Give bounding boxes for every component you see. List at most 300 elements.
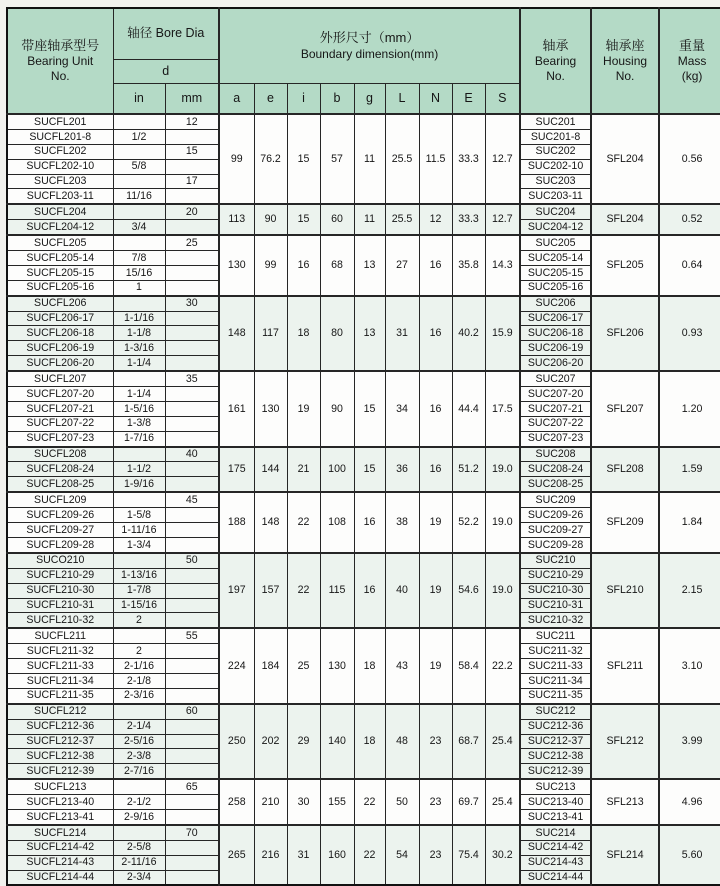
- bore-mm-cell: [165, 795, 219, 810]
- header-dim-i: i: [287, 84, 320, 115]
- dim-b-cell: 60: [320, 204, 354, 235]
- bore-in-cell: 2-1/4: [113, 719, 165, 734]
- dim-E-cell: 58.4: [452, 628, 485, 703]
- housing-no-cell: SFL213: [591, 779, 659, 825]
- bearing-no-cell: SUC208-25: [520, 477, 591, 492]
- bearing-no-cell: SUC213-41: [520, 809, 591, 824]
- dim-i-cell: 22: [287, 553, 320, 628]
- table-row: [7, 296, 720, 311]
- bearing-no-cell: SUC209-26: [520, 508, 591, 523]
- dim-S-cell: 15.9: [485, 296, 520, 371]
- unit-no-cell: SUCFL213: [7, 779, 113, 794]
- header-mass: [659, 8, 720, 114]
- bore-in-cell: 3/4: [113, 220, 165, 235]
- unit-no-cell: SUCFL212-39: [7, 764, 113, 779]
- dim-b-cell: 90: [320, 371, 354, 446]
- dim-E-cell: 52.2: [452, 492, 485, 553]
- dim-N-cell: 23: [419, 779, 452, 825]
- dim-b-cell: 130: [320, 628, 354, 703]
- dim-N-cell: 16: [419, 447, 452, 493]
- dim-b-cell: 108: [320, 492, 354, 553]
- bore-mm-cell: [165, 644, 219, 659]
- dim-i-cell: 15: [287, 114, 320, 204]
- bearing-no-cell: SUC211-34: [520, 673, 591, 688]
- mass-cell: 0.93: [659, 296, 720, 371]
- bore-in-cell: 1-1/2: [113, 462, 165, 477]
- dim-E-cell: 33.3: [452, 204, 485, 235]
- bore-mm-cell: [165, 356, 219, 371]
- header-mm: mm: [165, 84, 219, 115]
- bore-in-cell: [113, 553, 165, 568]
- dim-i-cell: 19: [287, 371, 320, 446]
- bore-in-cell: [113, 144, 165, 159]
- dim-L-cell: 27: [385, 235, 419, 296]
- unit-no-cell: SUCFL205: [7, 235, 113, 250]
- unit-no-cell: SUCFL207-20: [7, 387, 113, 402]
- mass-cell: 2.15: [659, 553, 720, 628]
- bore-mm-cell: [165, 840, 219, 855]
- unit-no-cell: SUCFL211-33: [7, 659, 113, 674]
- dim-L-cell: 43: [385, 628, 419, 703]
- bearing-no-cell: SUC206-19: [520, 341, 591, 356]
- bore-in-cell: 1-3/8: [113, 416, 165, 431]
- bearing-no-cell: SUC210-29: [520, 568, 591, 583]
- dim-i-cell: 15: [287, 204, 320, 235]
- bore-mm-cell: [165, 387, 219, 402]
- header-dim-g: g: [354, 84, 385, 115]
- bore-mm-cell: [165, 326, 219, 341]
- bore-mm-cell: [165, 749, 219, 764]
- bore-in-cell: 1-1/8: [113, 326, 165, 341]
- dim-a-cell: 161: [219, 371, 254, 446]
- dim-i-cell: 21: [287, 447, 320, 493]
- bore-in-cell: 1-15/16: [113, 598, 165, 613]
- bore-in-cell: [113, 371, 165, 386]
- bearing-no-cell: SUC205-16: [520, 280, 591, 295]
- housing-no-cell: SFL210: [591, 553, 659, 628]
- mass-cell: 0.56: [659, 114, 720, 204]
- bearing-no-cell: SUC201-8: [520, 129, 591, 144]
- bearing-no-cell: SUC206-18: [520, 326, 591, 341]
- bore-mm-cell: 45: [165, 492, 219, 507]
- unit-no-cell: SUCFL209: [7, 492, 113, 507]
- bearing-no-cell: SUC208-24: [520, 462, 591, 477]
- dim-S-cell: 19.0: [485, 553, 520, 628]
- bearing-no-cell: SUC212-39: [520, 764, 591, 779]
- unit-no-cell: SUCFL208: [7, 447, 113, 462]
- bearing-no-cell: SUC210-31: [520, 598, 591, 613]
- dim-e-cell: 210: [254, 779, 287, 825]
- bore-in-cell: 2-11/16: [113, 855, 165, 870]
- dim-E-cell: 35.8: [452, 235, 485, 296]
- dim-S-cell: 19.0: [485, 447, 520, 493]
- bearing-no-cell: SUC212-37: [520, 734, 591, 749]
- housing-no-cell: SFL207: [591, 371, 659, 446]
- bearing-spec-table: [6, 7, 720, 886]
- table-row: [7, 779, 720, 794]
- bearing-no-cell: SUC210: [520, 553, 591, 568]
- dim-g-cell: 16: [354, 492, 385, 553]
- dim-a-cell: 175: [219, 447, 254, 493]
- dim-g-cell: 18: [354, 628, 385, 703]
- unit-no-cell: SUCFL213-41: [7, 809, 113, 824]
- dim-L-cell: 25.5: [385, 204, 419, 235]
- header-d: d: [113, 60, 219, 84]
- mass-cell: 1.84: [659, 492, 720, 553]
- housing-no-cell: SFL214: [591, 825, 659, 886]
- dim-e-cell: 216: [254, 825, 287, 886]
- dim-L-cell: 31: [385, 296, 419, 371]
- bore-in-cell: 1-5/16: [113, 401, 165, 416]
- dim-e-cell: 148: [254, 492, 287, 553]
- bore-in-cell: 1: [113, 280, 165, 295]
- bore-in-cell: 1-1/16: [113, 311, 165, 326]
- dim-a-cell: 130: [219, 235, 254, 296]
- dim-g-cell: 11: [354, 204, 385, 235]
- bore-in-cell: 1-5/8: [113, 508, 165, 523]
- bore-in-cell: 1-7/16: [113, 431, 165, 446]
- bearing-no-cell: SUC203-11: [520, 189, 591, 204]
- spec-table-body: [7, 114, 720, 885]
- dim-a-cell: 99: [219, 114, 254, 204]
- unit-no-cell: SUCFL213-40: [7, 795, 113, 810]
- unit-no-cell: SUCFL210-32: [7, 613, 113, 628]
- housing-no-cell: SFL208: [591, 447, 659, 493]
- bearing-no-cell: SUC202-10: [520, 159, 591, 174]
- dim-a-cell: 258: [219, 779, 254, 825]
- bore-mm-cell: [165, 673, 219, 688]
- unit-no-cell: SUCFL212-38: [7, 749, 113, 764]
- bore-mm-cell: 40: [165, 447, 219, 462]
- dim-N-cell: 19: [419, 628, 452, 703]
- dim-e-cell: 144: [254, 447, 287, 493]
- bore-in-cell: 1-9/16: [113, 477, 165, 492]
- bore-in-cell: [113, 704, 165, 719]
- bearing-no-cell: SUC208: [520, 447, 591, 462]
- dim-N-cell: 12: [419, 204, 452, 235]
- bore-mm-cell: [165, 508, 219, 523]
- bore-in-cell: [113, 296, 165, 311]
- mass-cell: 3.10: [659, 628, 720, 703]
- unit-no-cell: SUCFL208-24: [7, 462, 113, 477]
- dim-L-cell: 34: [385, 371, 419, 446]
- table-row: [7, 628, 720, 643]
- header-bearing-no-en1: Bearing: [534, 54, 577, 69]
- unit-no-cell: SUCFL210-31: [7, 598, 113, 613]
- dim-a-cell: 113: [219, 204, 254, 235]
- bore-in-cell: [113, 174, 165, 189]
- dim-S-cell: 14.3: [485, 235, 520, 296]
- dim-S-cell: 22.2: [485, 628, 520, 703]
- dim-i-cell: 29: [287, 704, 320, 779]
- bore-mm-cell: 12: [165, 114, 219, 129]
- bore-in-cell: 2-3/16: [113, 688, 165, 703]
- unit-no-cell: SUCFL207-21: [7, 401, 113, 416]
- bore-mm-cell: [165, 462, 219, 477]
- bore-in-cell: 2: [113, 644, 165, 659]
- bearing-no-cell: SUC209: [520, 492, 591, 507]
- bore-mm-cell: [165, 568, 219, 583]
- dim-S-cell: 12.7: [485, 204, 520, 235]
- table-row: [7, 447, 720, 462]
- dim-g-cell: 11: [354, 114, 385, 204]
- unit-no-cell: SUCFL210-30: [7, 583, 113, 598]
- bore-in-cell: 2: [113, 613, 165, 628]
- bore-in-cell: 2-3/4: [113, 870, 165, 885]
- bore-mm-cell: [165, 129, 219, 144]
- dim-L-cell: 38: [385, 492, 419, 553]
- dim-e-cell: 99: [254, 235, 287, 296]
- bore-mm-cell: [165, 809, 219, 824]
- bore-in-cell: [113, 825, 165, 840]
- bearing-no-cell: SUC207-23: [520, 431, 591, 446]
- bearing-no-cell: SUC206-17: [520, 311, 591, 326]
- header-boundary-cn: 外形尺寸（mm）: [319, 30, 420, 46]
- housing-no-cell: SFL212: [591, 704, 659, 779]
- header-boundary-en: Boundary dimension(mm): [300, 46, 439, 61]
- header-dim-E: E: [452, 84, 485, 115]
- header-dim-b: b: [320, 84, 354, 115]
- dim-S-cell: 25.4: [485, 704, 520, 779]
- unit-no-cell: SUCFL209-27: [7, 523, 113, 538]
- dim-e-cell: 202: [254, 704, 287, 779]
- bore-in-cell: 2-1/8: [113, 673, 165, 688]
- dim-N-cell: 11.5: [419, 114, 452, 204]
- bore-in-cell: 2-1/2: [113, 795, 165, 810]
- bore-mm-cell: [165, 416, 219, 431]
- mass-cell: 1.59: [659, 447, 720, 493]
- unit-no-cell: SUCFL214-43: [7, 855, 113, 870]
- bearing-no-cell: SUC214-42: [520, 840, 591, 855]
- dim-b-cell: 140: [320, 704, 354, 779]
- bore-mm-cell: 55: [165, 628, 219, 643]
- table-row: [7, 553, 720, 568]
- dim-L-cell: 36: [385, 447, 419, 493]
- dim-b-cell: 100: [320, 447, 354, 493]
- dim-E-cell: 68.7: [452, 704, 485, 779]
- bore-mm-cell: [165, 613, 219, 628]
- header-dim-L: L: [385, 84, 419, 115]
- header-dim-e: e: [254, 84, 287, 115]
- dim-a-cell: 188: [219, 492, 254, 553]
- bearing-no-cell: SUC209-28: [520, 537, 591, 552]
- header-unit-no-cn: 带座轴承型号: [21, 37, 100, 53]
- dim-i-cell: 30: [287, 779, 320, 825]
- dim-S-cell: 19.0: [485, 492, 520, 553]
- bore-in-cell: 2-3/8: [113, 749, 165, 764]
- bore-in-cell: 1/2: [113, 129, 165, 144]
- housing-no-cell: SFL206: [591, 296, 659, 371]
- header-boundary-dimension: [219, 8, 520, 84]
- bore-mm-cell: [165, 719, 219, 734]
- bore-in-cell: 2-9/16: [113, 809, 165, 824]
- unit-no-cell: SUCFL202-10: [7, 159, 113, 174]
- bearing-no-cell: SUC210-32: [520, 613, 591, 628]
- table-row: [7, 235, 720, 250]
- mass-cell: 5.60: [659, 825, 720, 886]
- dim-L-cell: 50: [385, 779, 419, 825]
- bore-mm-cell: [165, 159, 219, 174]
- bearing-no-cell: SUC206-20: [520, 356, 591, 371]
- bore-in-cell: 1-1/4: [113, 356, 165, 371]
- dim-N-cell: 16: [419, 296, 452, 371]
- bearing-no-cell: SUC202: [520, 144, 591, 159]
- header-bearing-no-en2: No.: [546, 69, 565, 84]
- header-mass-en1: Mass: [677, 54, 707, 69]
- dim-b-cell: 155: [320, 779, 354, 825]
- bearing-no-cell: SUC214-44: [520, 870, 591, 885]
- dim-E-cell: 51.2: [452, 447, 485, 493]
- dim-N-cell: 16: [419, 371, 452, 446]
- unit-no-cell: SUCFL203: [7, 174, 113, 189]
- mass-cell: 1.20: [659, 371, 720, 446]
- bearing-no-cell: SUC201: [520, 114, 591, 129]
- bore-in-cell: 7/8: [113, 251, 165, 266]
- housing-no-cell: SFL205: [591, 235, 659, 296]
- unit-no-cell: SUCFL211-34: [7, 673, 113, 688]
- bearing-no-cell: SUC213: [520, 779, 591, 794]
- bore-in-cell: [113, 628, 165, 643]
- header-bore-dia: 轴径 Bore Dia: [113, 8, 219, 60]
- bearing-no-cell: SUC211-35: [520, 688, 591, 703]
- bearing-no-cell: SUC211-32: [520, 644, 591, 659]
- dim-e-cell: 157: [254, 553, 287, 628]
- dim-E-cell: 54.6: [452, 553, 485, 628]
- header-unit-no-en1: Bearing Unit: [27, 54, 94, 69]
- bore-in-cell: 11/16: [113, 189, 165, 204]
- dim-L-cell: 48: [385, 704, 419, 779]
- bearing-no-cell: SUC212-36: [520, 719, 591, 734]
- bore-mm-cell: [165, 598, 219, 613]
- unit-no-cell: SUCFL211-35: [7, 688, 113, 703]
- bore-mm-cell: [165, 855, 219, 870]
- unit-no-cell: SUCFL207-23: [7, 431, 113, 446]
- dim-E-cell: 44.4: [452, 371, 485, 446]
- bore-mm-cell: [165, 280, 219, 295]
- dim-E-cell: 33.3: [452, 114, 485, 204]
- mass-cell: 3.99: [659, 704, 720, 779]
- bore-mm-cell: [165, 189, 219, 204]
- dim-i-cell: 25: [287, 628, 320, 703]
- unit-no-cell: SUCFL207-22: [7, 416, 113, 431]
- dim-g-cell: 22: [354, 825, 385, 886]
- bearing-no-cell: SUC209-27: [520, 523, 591, 538]
- dim-a-cell: 197: [219, 553, 254, 628]
- unit-no-cell: SUCFL204: [7, 204, 113, 219]
- unit-no-cell: SUCFL206-18: [7, 326, 113, 341]
- dim-a-cell: 265: [219, 825, 254, 886]
- header-dim-N: N: [419, 84, 452, 115]
- bore-mm-cell: [165, 251, 219, 266]
- bearing-no-cell: SUC211: [520, 628, 591, 643]
- header-housing-no-en2: No.: [615, 69, 635, 84]
- header-mass-cn: 重量: [679, 37, 706, 53]
- dim-N-cell: 19: [419, 553, 452, 628]
- bore-mm-cell: 60: [165, 704, 219, 719]
- unit-no-cell: SUCFL214-44: [7, 870, 113, 885]
- unit-no-cell: SUCFL201: [7, 114, 113, 129]
- bore-in-cell: 1-7/8: [113, 583, 165, 598]
- dim-e-cell: 117: [254, 296, 287, 371]
- bore-in-cell: 1-3/4: [113, 537, 165, 552]
- bore-mm-cell: [165, 220, 219, 235]
- bore-mm-cell: 35: [165, 371, 219, 386]
- dim-S-cell: 17.5: [485, 371, 520, 446]
- unit-no-cell: SUCFL208-25: [7, 477, 113, 492]
- dim-g-cell: 15: [354, 371, 385, 446]
- bearing-no-cell: SUC204: [520, 204, 591, 219]
- housing-no-cell: SFL204: [591, 114, 659, 204]
- bore-in-cell: 2-5/16: [113, 734, 165, 749]
- unit-no-cell: SUCFL210-29: [7, 568, 113, 583]
- dim-g-cell: 22: [354, 779, 385, 825]
- bearing-no-cell: SUC211-33: [520, 659, 591, 674]
- unit-no-cell: SUCFL214-42: [7, 840, 113, 855]
- dim-S-cell: 25.4: [485, 779, 520, 825]
- housing-no-cell: SFL211: [591, 628, 659, 703]
- unit-no-cell: SUCO210: [7, 553, 113, 568]
- bore-in-cell: 2-5/8: [113, 840, 165, 855]
- bore-mm-cell: 50: [165, 553, 219, 568]
- mass-cell: 0.52: [659, 204, 720, 235]
- bearing-no-cell: SUC205: [520, 235, 591, 250]
- header-housing-no-cn: 轴承座: [605, 37, 645, 53]
- bore-in-cell: [113, 235, 165, 250]
- unit-no-cell: SUCFL204-12: [7, 220, 113, 235]
- bore-mm-cell: [165, 659, 219, 674]
- header-bearing-no: [520, 8, 591, 114]
- dim-e-cell: 76.2: [254, 114, 287, 204]
- table-header: [7, 8, 720, 114]
- bearing-no-cell: SUC206: [520, 296, 591, 311]
- bearing-no-cell: SUC212: [520, 704, 591, 719]
- bore-mm-cell: [165, 537, 219, 552]
- unit-no-cell: SUCFL212: [7, 704, 113, 719]
- unit-no-cell: SUCFL201-8: [7, 129, 113, 144]
- header-mass-en2: (kg): [681, 69, 703, 84]
- bore-in-cell: 1-11/16: [113, 523, 165, 538]
- bore-in-cell: 2-7/16: [113, 764, 165, 779]
- dim-a-cell: 224: [219, 628, 254, 703]
- dim-N-cell: 23: [419, 825, 452, 886]
- dim-g-cell: 16: [354, 553, 385, 628]
- bore-mm-cell: 20: [165, 204, 219, 219]
- bearing-no-cell: SUC207-22: [520, 416, 591, 431]
- dim-L-cell: 25.5: [385, 114, 419, 204]
- bore-in-cell: 1-1/4: [113, 387, 165, 402]
- dim-g-cell: 13: [354, 235, 385, 296]
- unit-no-cell: SUCFL209-26: [7, 508, 113, 523]
- unit-no-cell: SUCFL203-11: [7, 189, 113, 204]
- dim-E-cell: 40.2: [452, 296, 485, 371]
- header-housing-no-en1: Housing: [603, 54, 648, 69]
- table-row: [7, 114, 720, 129]
- bore-mm-cell: 15: [165, 144, 219, 159]
- bore-mm-cell: [165, 401, 219, 416]
- bore-mm-cell: [165, 311, 219, 326]
- table-row: [7, 371, 720, 386]
- bore-in-cell: [113, 114, 165, 129]
- dim-S-cell: 30.2: [485, 825, 520, 886]
- bearing-no-cell: SUC210-30: [520, 583, 591, 598]
- mass-cell: 0.64: [659, 235, 720, 296]
- bore-mm-cell: [165, 870, 219, 885]
- unit-no-cell: SUCFL212-36: [7, 719, 113, 734]
- unit-no-cell: SUCFL211-32: [7, 644, 113, 659]
- dim-L-cell: 54: [385, 825, 419, 886]
- bore-mm-cell: 25: [165, 235, 219, 250]
- bore-mm-cell: [165, 265, 219, 280]
